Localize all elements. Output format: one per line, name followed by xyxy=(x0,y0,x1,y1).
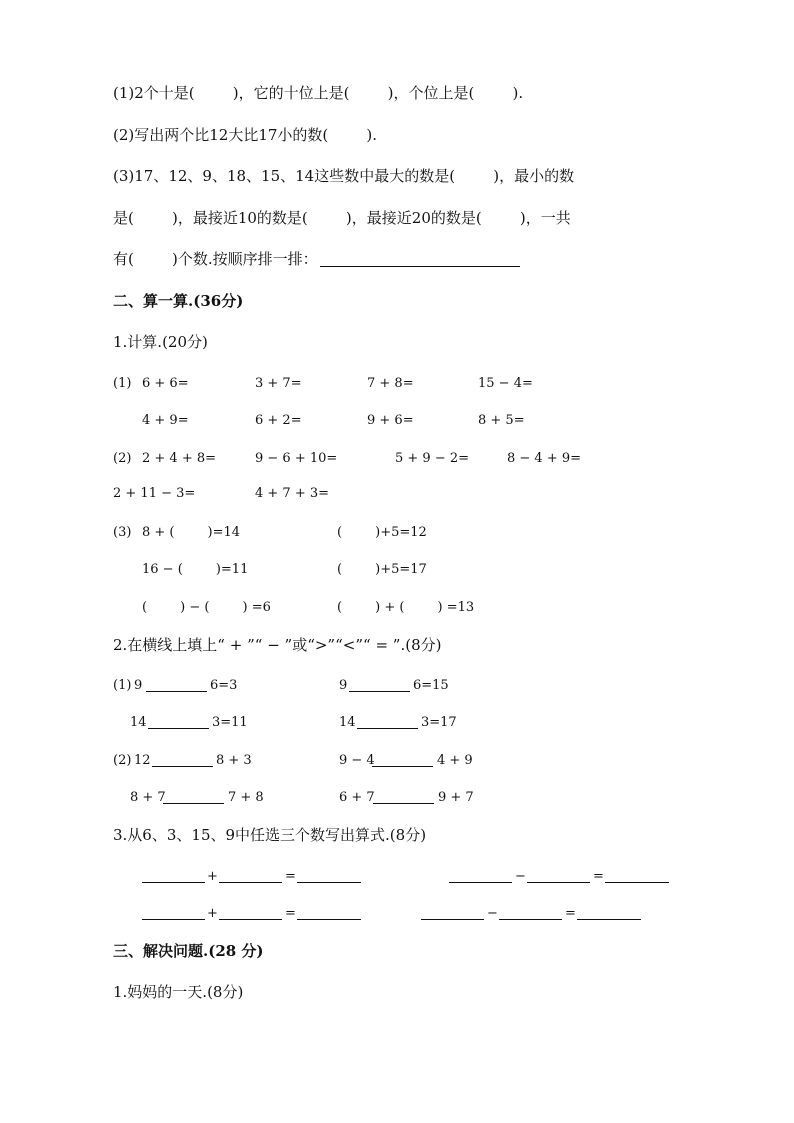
question-1-1: (1)2个十是( )，它的十位上是( )，个位上是( ). xyxy=(113,84,524,102)
fill-left: 14 xyxy=(130,715,147,730)
question-1-3-line3: 有( )个数.按顺序排一排： xyxy=(113,250,318,268)
fill-blank[interactable] xyxy=(163,803,224,804)
calc-item: 3 + 7= xyxy=(255,376,302,391)
fill-blank[interactable] xyxy=(146,691,207,692)
group-label: (1) xyxy=(113,678,132,693)
calc-item: 15 − 4= xyxy=(478,376,533,391)
fill-left: 9 − 4 xyxy=(339,753,375,768)
calc-item: 9 − 6 + 10= xyxy=(255,451,338,466)
group-label: (2) xyxy=(113,451,132,466)
fill-right: 4 + 9 xyxy=(437,753,473,768)
fill-right: 7 + 8 xyxy=(228,790,264,805)
calc-item: 9 + 6= xyxy=(367,413,414,428)
question-1-3-line2: 是( )，最接近10的数是( )，最接近20的数是( )，一共 xyxy=(113,209,571,227)
question-3-1-title: 1.妈妈的一天.(8分) xyxy=(113,983,244,1001)
equation-blank[interactable] xyxy=(297,882,361,883)
fill-blank[interactable] xyxy=(148,728,209,729)
equation-blank[interactable] xyxy=(499,919,562,920)
equals-sign: = xyxy=(593,869,604,884)
equation-blank[interactable] xyxy=(142,919,205,920)
answer-line[interactable] xyxy=(320,266,520,267)
equation-blank[interactable] xyxy=(219,919,282,920)
calc-item: 4 + 7 + 3= xyxy=(255,486,330,501)
calc-item: ( ) + ( ) =13 xyxy=(337,600,475,615)
fill-right: 6=3 xyxy=(210,678,238,693)
calc-item: ( ) − ( ) =6 xyxy=(142,600,271,615)
equation-blank[interactable] xyxy=(421,919,484,920)
fill-left: 6 + 7 xyxy=(339,790,375,805)
calc-item: ( )+5=12 xyxy=(337,525,427,540)
calc-item: 8 + ( )=14 xyxy=(142,525,241,540)
fill-blank[interactable] xyxy=(349,691,410,692)
calc-item: 4 + 9= xyxy=(142,413,189,428)
calc-item: 2 + 11 − 3= xyxy=(113,486,196,501)
fill-right: 3=17 xyxy=(421,715,457,730)
plus-sign: + xyxy=(207,906,218,921)
calc-item: ( )+5=17 xyxy=(337,562,427,577)
fill-blank[interactable] xyxy=(372,766,433,767)
fill-right: 8 + 3 xyxy=(216,753,252,768)
equation-blank[interactable] xyxy=(527,882,590,883)
fill-title: 2.在横线上填上“ + ”“ − ”或“>”“<”“ = ”.(8分) xyxy=(113,636,442,654)
calc-item: 8 − 4 + 9= xyxy=(507,451,582,466)
calc-item: 2 + 4 + 8= xyxy=(142,451,217,466)
fill-right: 9 + 7 xyxy=(438,790,474,805)
section-3-heading: 三、解决问题.(28 分) xyxy=(113,942,264,960)
equals-sign: = xyxy=(565,906,576,921)
equation-blank[interactable] xyxy=(605,882,669,883)
fill-left: 9 xyxy=(134,678,143,693)
fill-blank[interactable] xyxy=(373,803,434,804)
fill-left: 12 xyxy=(134,753,151,768)
calc-item: 5 + 9 − 2= xyxy=(395,451,470,466)
equation-blank[interactable] xyxy=(219,882,282,883)
equation-blank[interactable] xyxy=(142,882,205,883)
question-1-3-line1: (3)17、12、9、18、15、14这些数中最大的数是( )，最小的数 xyxy=(113,167,575,185)
group-label: (3) xyxy=(113,525,132,540)
calc-item: 7 + 8= xyxy=(367,376,414,391)
calc-item: 6 + 6= xyxy=(142,376,189,391)
section-2-heading: 二、算一算.(36分) xyxy=(113,292,244,310)
equation-blank[interactable] xyxy=(449,882,512,883)
fill-right: 3=11 xyxy=(212,715,248,730)
fill-right: 6=15 xyxy=(413,678,449,693)
group-label: (2) xyxy=(113,753,132,768)
plus-sign: + xyxy=(207,869,218,884)
fill-left: 9 xyxy=(339,678,348,693)
equation-blank[interactable] xyxy=(577,919,641,920)
fill-left: 8 + 7 xyxy=(130,790,166,805)
fill-blank[interactable] xyxy=(152,766,213,767)
equals-sign: = xyxy=(285,906,296,921)
question-1-2: (2)写出两个比12大比17小的数( ). xyxy=(113,126,378,144)
calc-item: 6 + 2= xyxy=(255,413,302,428)
fill-blank[interactable] xyxy=(357,728,418,729)
equation-blank[interactable] xyxy=(297,919,361,920)
minus-sign: − xyxy=(487,906,498,921)
calc-item: 16 − ( )=11 xyxy=(142,562,249,577)
equals-sign: = xyxy=(285,869,296,884)
choose-title: 3.从6、3、15、9中任选三个数写出算式.(8分) xyxy=(113,826,427,844)
fill-left: 14 xyxy=(339,715,356,730)
minus-sign: − xyxy=(515,869,526,884)
calc-item: 8 + 5= xyxy=(478,413,525,428)
calc-title: 1.计算.(20分) xyxy=(113,333,208,351)
group-label: (1) xyxy=(113,376,132,391)
